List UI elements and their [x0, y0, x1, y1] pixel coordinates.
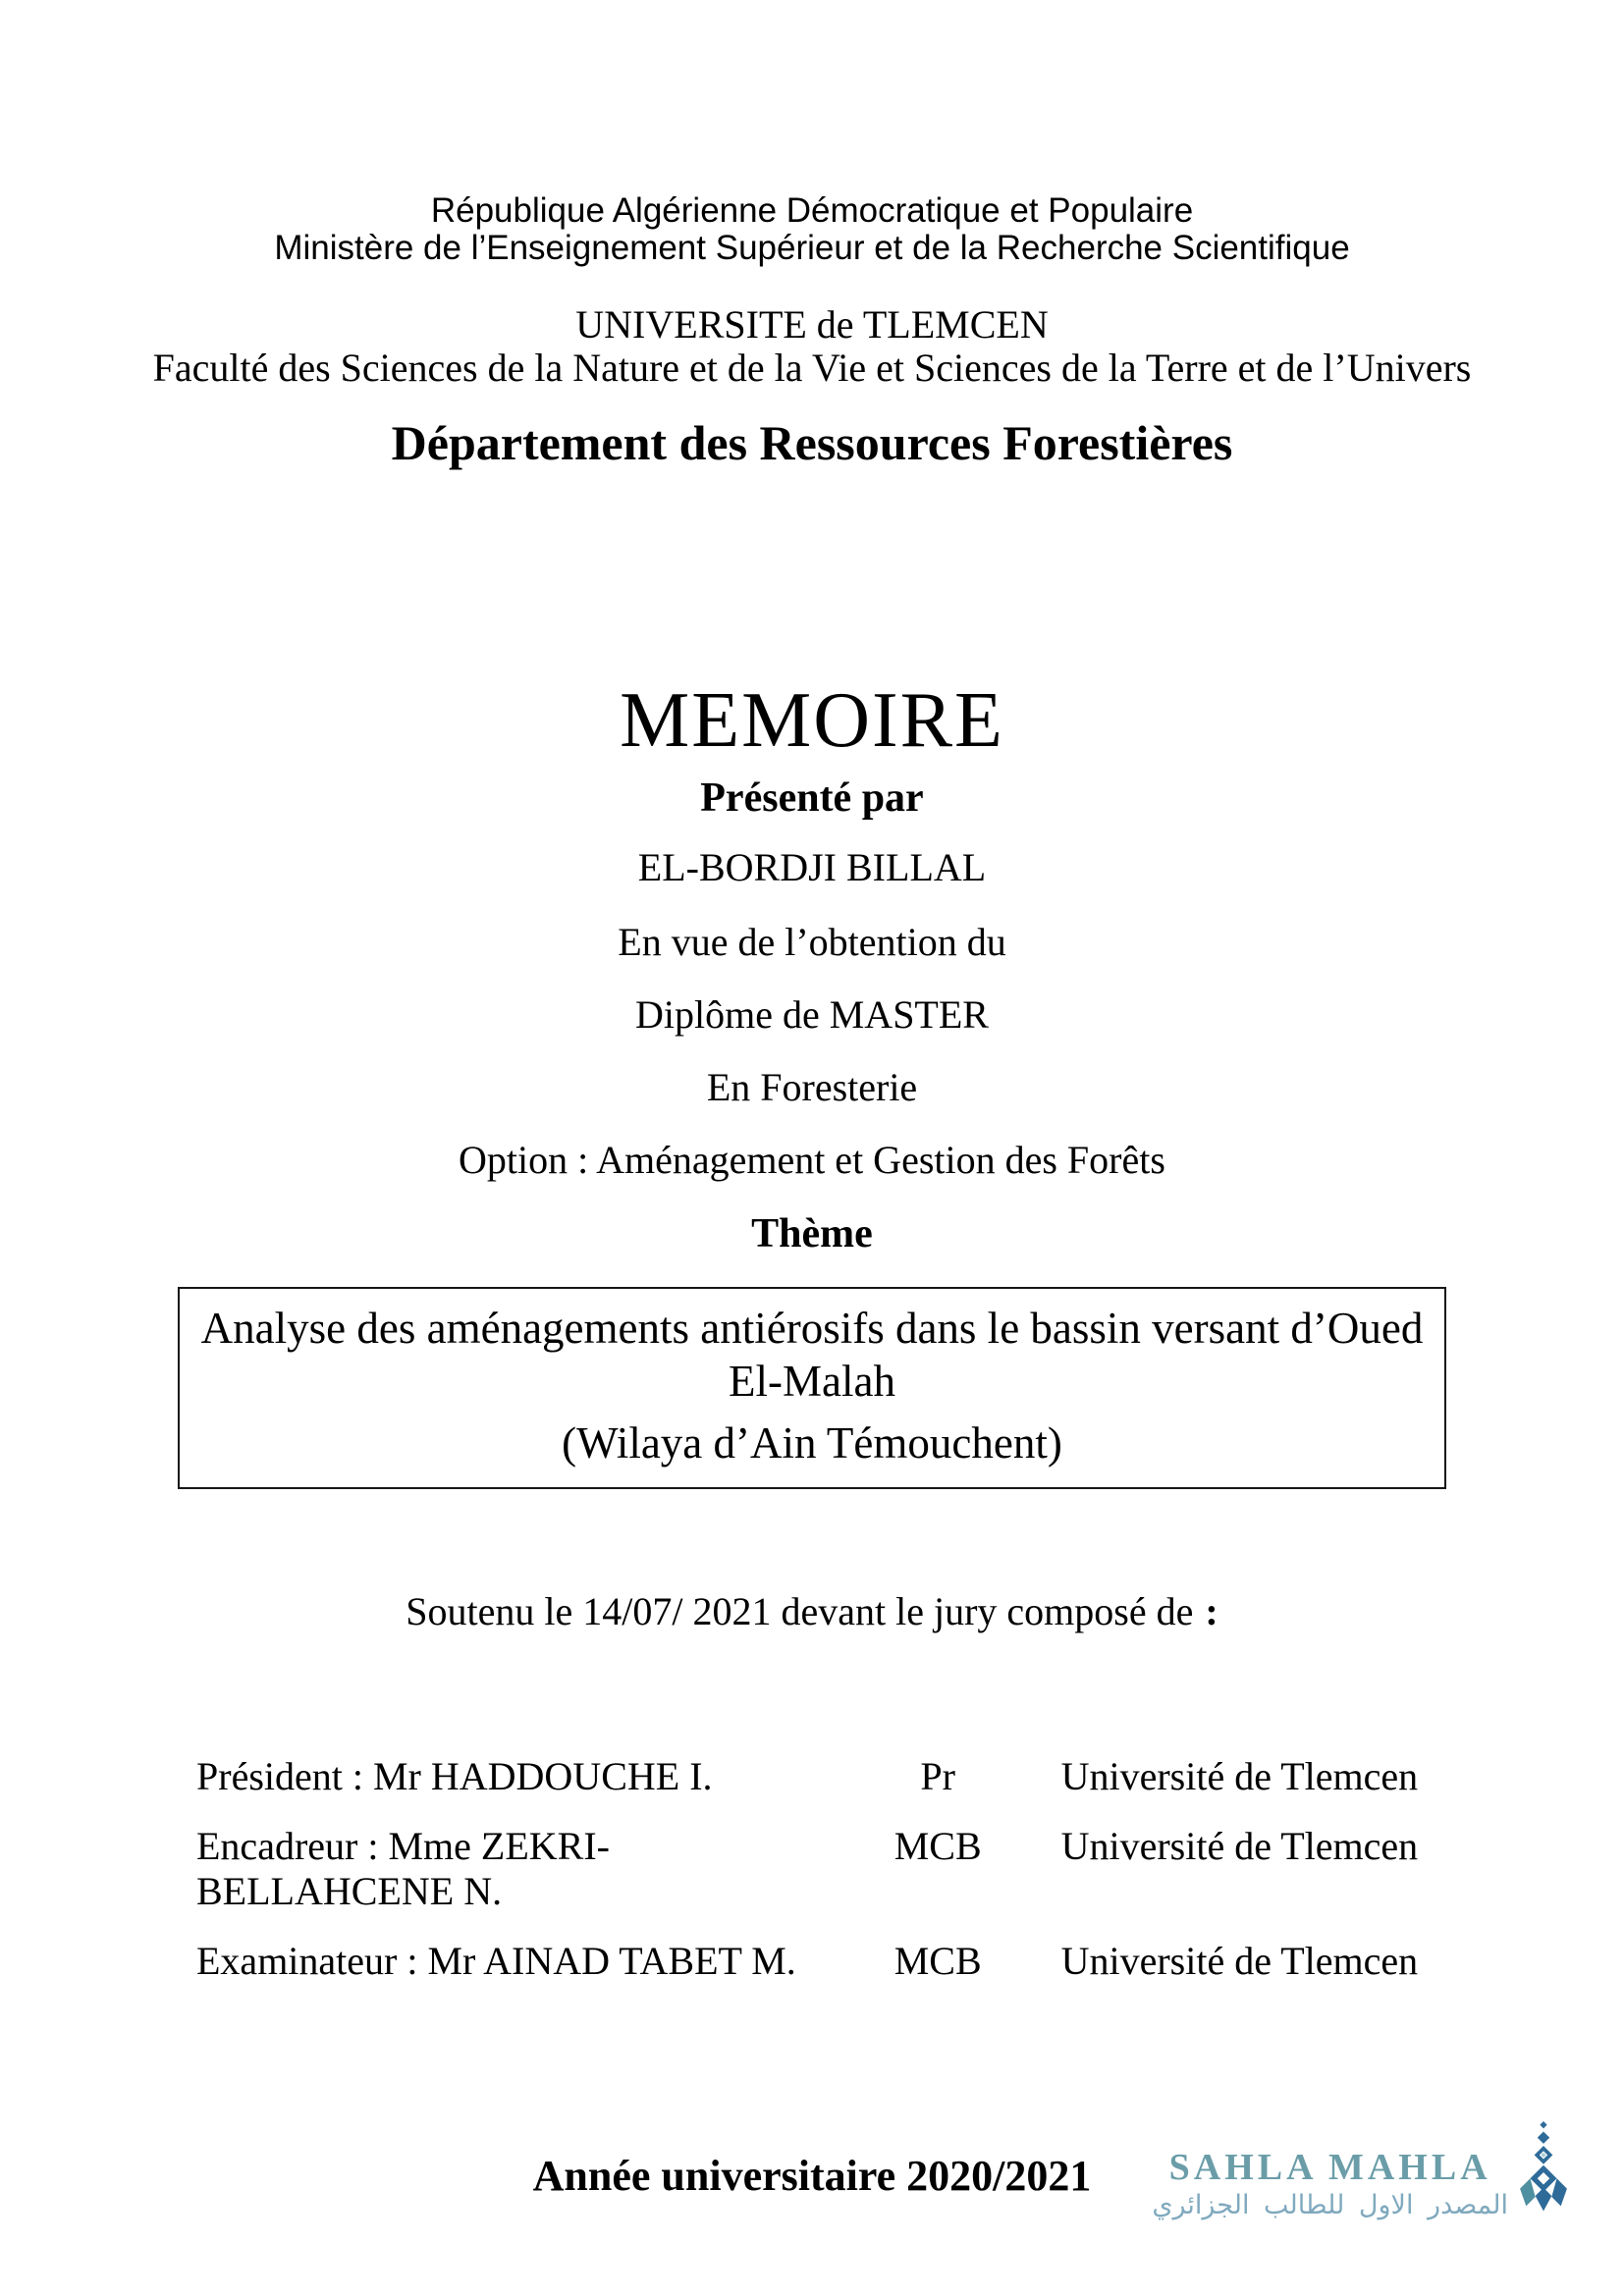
- defense-line-text: Soutenu le 14/07/ 2021 devant le jury composé de: [406, 1589, 1194, 1633]
- republic-line: République Algérienne Démocratique et Populaire: [430, 191, 1194, 230]
- university-name: UNIVERSITE de TLEMCEN: [575, 302, 1049, 347]
- sahla-mahla-logo-text: [1152, 2120, 1508, 2222]
- jury-role-name: Examinateur : Mr AINAD TABET M.: [196, 1939, 796, 1983]
- jury-grade: MCB: [893, 1939, 982, 1983]
- document-type-title: MEMOIRE: [620, 677, 1004, 764]
- jury-grade: Pr: [920, 1754, 955, 1798]
- sahla-mahla-emblem-icon: [1512, 2120, 1575, 2222]
- logo-tagline-arabic: المصدر الاول للطالب الجزائري: [1152, 2190, 1508, 2220]
- logo-brand-name: SAHLA MAHLA: [1168, 2147, 1491, 2188]
- presented-by-label: Présenté par: [700, 775, 924, 821]
- theme-title-line1: Analyse des aménagements antiérosifs dans le bassin versant d’Oued El-Malah: [200, 1304, 1424, 1406]
- author-name: EL-BORDJI BILLAL: [637, 845, 987, 889]
- defense-line: [0, 1588, 1624, 1635]
- jury-row-president: [196, 1754, 1453, 1799]
- jury-role-name: Encadreur : Mme ZEKRI-BELLAHCENE N.: [196, 1824, 610, 1913]
- faculty-name: Faculté des Sciences de la Nature et de la Vie et Sciences de la Terre et de l’Univers: [152, 346, 1472, 390]
- jury-grade: MCB: [893, 1824, 982, 1868]
- jury-affiliation: Université de Tlemcen: [1060, 1824, 1419, 1868]
- jury-affiliation: Université de Tlemcen: [1060, 1939, 1419, 1983]
- government-header: [0, 0, 1624, 267]
- theme-label: Thème: [751, 1211, 873, 1256]
- jury-affiliation: Université de Tlemcen: [1060, 1754, 1419, 1798]
- purpose-line: En vue de l’obtention du: [618, 920, 1006, 964]
- theme-title-line2: (Wilaya d’Ain Témouchent): [562, 1418, 1062, 1468]
- theme-title-box: [178, 1287, 1446, 1489]
- jury-table: [0, 1754, 1624, 1984]
- diploma-line: Diplôme de MASTER: [635, 992, 989, 1037]
- department-name: Département des Ressources Forestières: [391, 415, 1233, 470]
- option-line: Option : Aménagement et Gestion des Forêts: [459, 1138, 1165, 1182]
- academic-year: Année universitaire 2020/2021: [532, 2152, 1092, 2200]
- jury-role-name: Président : Mr HADDOUCHE I.: [196, 1754, 713, 1798]
- jury-row-examinateur: [196, 1939, 1453, 1984]
- defense-colon: :: [1205, 1589, 1218, 1633]
- jury-row-encadreur: [196, 1824, 1453, 1914]
- university-block: [0, 303, 1624, 390]
- ministry-line: Ministère de l’Enseignement Supérieur et de la Recherche Scientifique: [274, 229, 1350, 267]
- sahla-mahla-logo: [1152, 2120, 1575, 2222]
- field-line: En Foresterie: [706, 1065, 918, 1109]
